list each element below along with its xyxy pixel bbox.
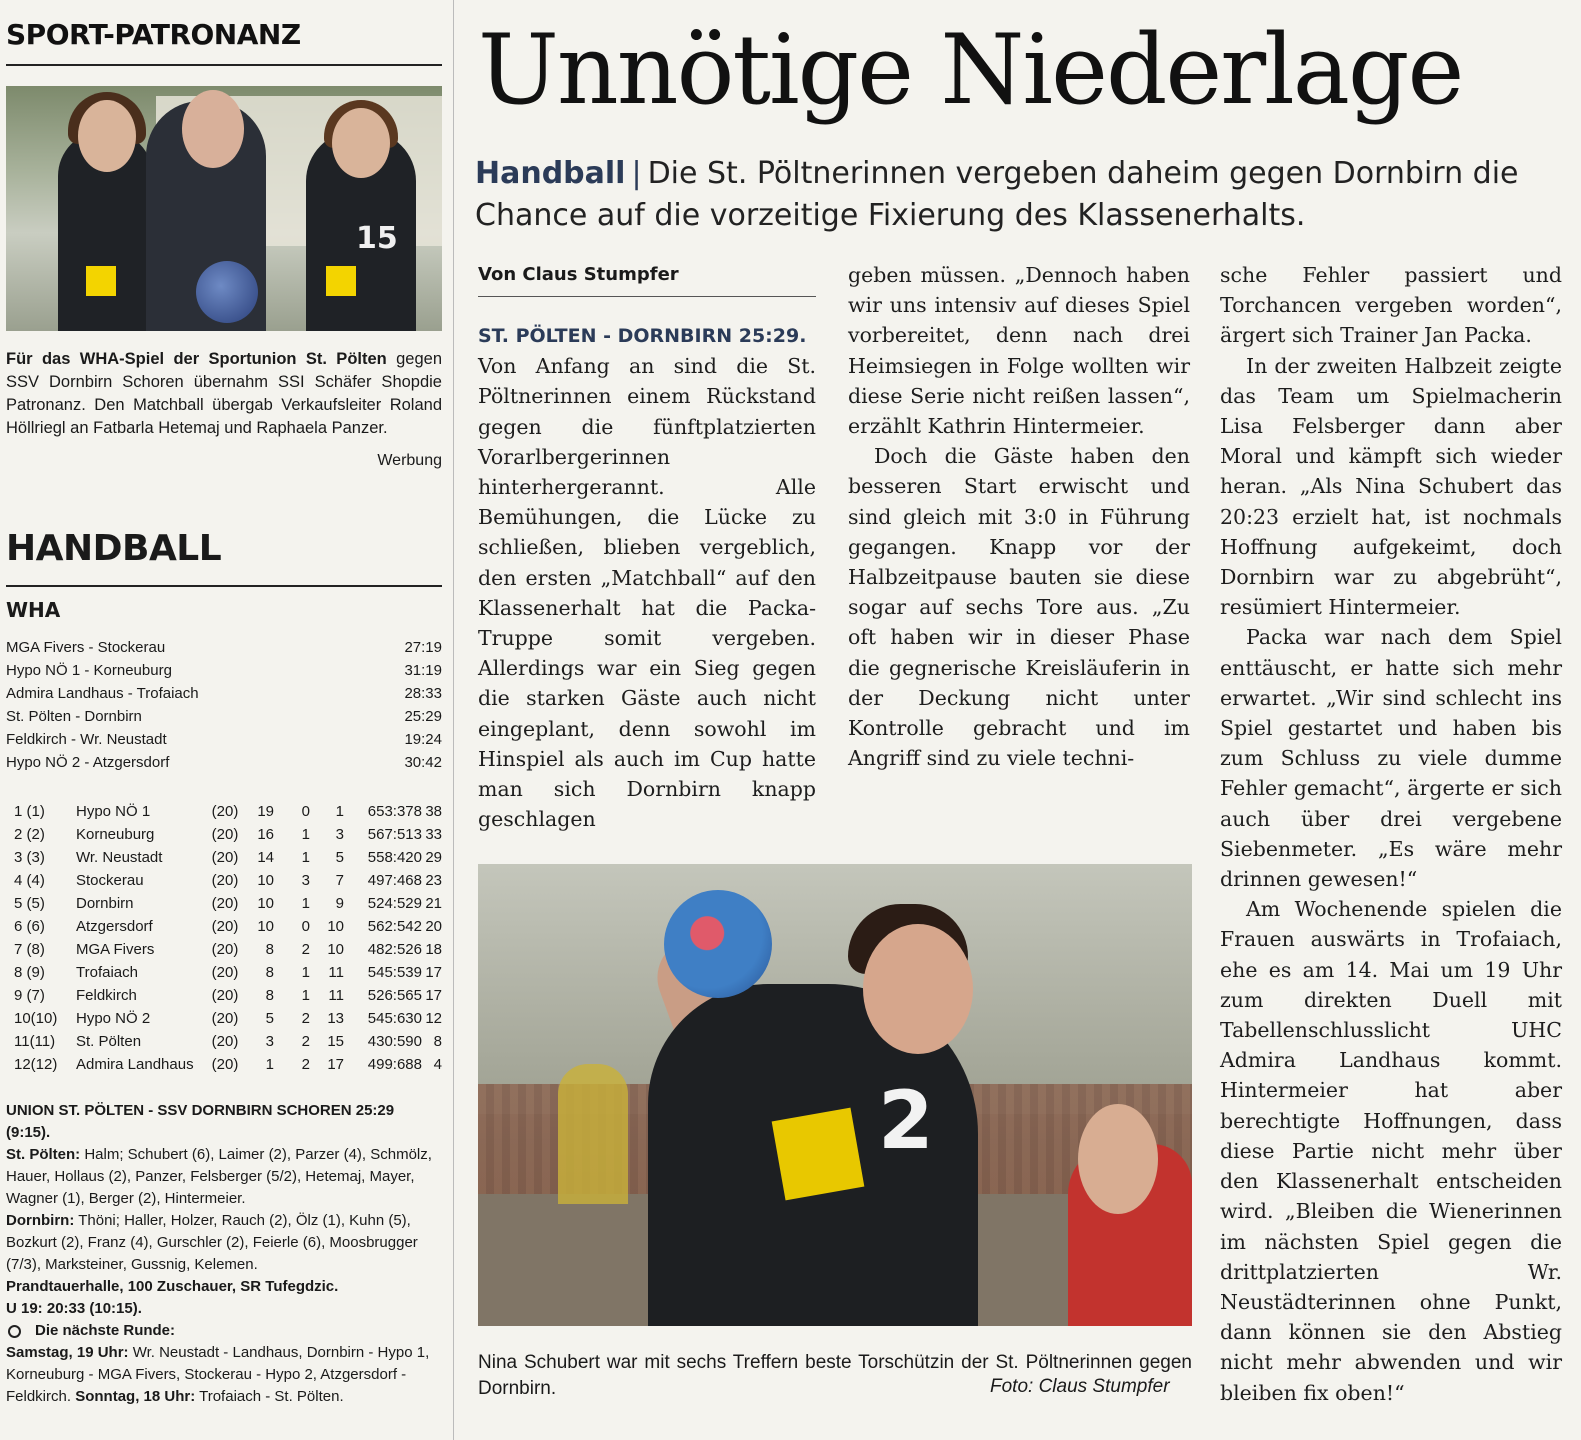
table-goals: 524:529 — [367, 895, 422, 912]
table-draws: 2 — [301, 941, 310, 958]
jersey-number: 2 — [878, 1074, 934, 1167]
table-team: St. Pölten — [76, 1033, 142, 1050]
day-label: Samstag, 19 Uhr: — [6, 1344, 129, 1361]
result-match: Hypo NÖ 1 - Korneuburg — [6, 662, 172, 679]
result-row — [6, 636, 442, 659]
table-points: 20 — [425, 918, 442, 935]
patronanz-photo — [6, 86, 442, 331]
table-points: 8 — [433, 1033, 442, 1050]
table-team: Wr. Neustadt — [76, 849, 163, 866]
table-team: Korneuburg — [76, 826, 155, 843]
table-rank: 10(10) — [14, 1010, 58, 1027]
league-name: WHA — [6, 598, 61, 622]
handball-divider — [6, 585, 442, 587]
table-team: Atzgersdorf — [76, 918, 153, 935]
table-row — [6, 1030, 442, 1053]
table-rank: 7 (8) — [14, 941, 45, 958]
table-wins: 14 — [257, 849, 274, 866]
result-match: Admira Landhaus - Trofaiach — [6, 685, 199, 702]
table-wins: 5 — [265, 1010, 274, 1027]
table-team: Trofaiach — [76, 964, 138, 981]
lineup-players: Thöni; Haller, Holzer, Rauch (2), Ölz (1), Kuhn (5), Bozkurt (2), Franz (4), Gurschler (2), Feierle (6), Moosbrugger (7/3), Marksteiner, Gussnig, Kelemen. — [6, 1212, 418, 1273]
table-rank: 6 (6) — [14, 918, 45, 935]
table-row — [6, 1007, 442, 1030]
result-score: 27:19 — [404, 639, 442, 656]
result-match: Feldkirch - Wr. Neustadt — [6, 731, 167, 748]
jersey-number: 15 — [356, 221, 398, 256]
table-goals: 497:468 — [367, 872, 422, 889]
table-draws: 1 — [301, 849, 310, 866]
table-wins: 10 — [257, 872, 274, 889]
table-team: Admira Landhaus — [76, 1056, 194, 1073]
table-row — [6, 915, 442, 938]
opponent-face — [1078, 1104, 1158, 1214]
result-match: St. Pölten - Dornbirn — [6, 708, 142, 725]
result-row — [6, 705, 442, 728]
face-right — [332, 108, 390, 178]
table-wins: 8 — [265, 964, 274, 981]
table-wins: 16 — [257, 826, 274, 843]
table-points: 18 — [425, 941, 442, 958]
table-wins: 10 — [257, 918, 274, 935]
standings-table — [6, 800, 442, 1076]
paragraph: sche Fehler passiert und Torchancen vergeben worden“, ärgert sich Trainer Jan Packa. — [1220, 263, 1562, 348]
table-goals: 653:378 — [367, 803, 422, 820]
table-wins: 10 — [257, 895, 274, 912]
face-left — [78, 100, 136, 172]
kicker-separator: | — [631, 156, 642, 191]
result-row — [6, 751, 442, 774]
venue: Prandtauerhalle, 100 Zuschauer, SR Tufegdzic. — [6, 1278, 339, 1295]
result-match: Hypo NÖ 2 - Atzgersdorf — [6, 754, 170, 771]
table-losses: 15 — [327, 1033, 344, 1050]
table-goals: 567:513 — [367, 826, 422, 843]
article-column-1 — [478, 320, 816, 834]
table-draws: 1 — [301, 964, 310, 981]
table-losses: 5 — [335, 849, 344, 866]
next-round-heading: Die nächste Runde: — [6, 1320, 442, 1342]
patronanz-caption — [6, 348, 442, 440]
werbung-label: Werbung — [377, 452, 442, 469]
heading-divider — [6, 64, 442, 66]
face-center — [182, 90, 244, 168]
table-row — [6, 961, 442, 984]
table-losses: 7 — [335, 872, 344, 889]
handball-ball — [196, 261, 258, 323]
bullet-icon — [8, 1325, 21, 1338]
result-row — [6, 728, 442, 751]
table-goals: 526:565 — [367, 987, 422, 1004]
table-points: 17 — [425, 987, 442, 1004]
table-team: Stockerau — [76, 872, 144, 889]
table-points: 29 — [425, 849, 442, 866]
sponsor-logo-right — [326, 266, 356, 296]
subhead-text: Die St. Pöltnerinnen vergeben daheim gegen Dornbirn die Chance auf die vorzeitige Fixierung des Klassenerhalts. — [475, 156, 1519, 233]
table-goals: 558:420 — [367, 849, 422, 866]
article-column-2 — [848, 260, 1190, 773]
result-row — [6, 682, 442, 705]
result-row — [6, 659, 442, 682]
table-row — [6, 823, 442, 846]
table-wins: 3 — [265, 1033, 274, 1050]
table-games: (20) — [211, 1056, 239, 1073]
match-header: UNION ST. PÖLTEN - SSV DORNBIRN SCHOREN 25:29 (9:15). — [6, 1102, 395, 1141]
table-games: (20) — [211, 803, 239, 820]
table-wins: 8 — [265, 941, 274, 958]
table-games: (20) — [211, 1010, 239, 1027]
table-games: (20) — [211, 987, 239, 1004]
result-score: 25:29 — [404, 708, 442, 725]
results-list — [6, 636, 442, 774]
table-row — [6, 938, 442, 961]
table-points: 33 — [425, 826, 442, 843]
result-score: 30:42 — [404, 754, 442, 771]
table-points: 17 — [425, 964, 442, 981]
column-separator — [453, 0, 454, 1440]
table-rank: 3 (3) — [14, 849, 45, 866]
table-points: 23 — [425, 872, 442, 889]
fixtures: Wr. Neustadt - Landhaus, Dornbirn - Hypo 1, Korneuburg - MGA Fivers, Stockerau - Hypo 2, Atzgersdorf - Feldkirch. — [6, 1344, 430, 1405]
table-games: (20) — [211, 849, 239, 866]
next-round-fixtures — [6, 1342, 442, 1408]
table-games: (20) — [211, 941, 239, 958]
paragraph: Am Wochenende spielen die Frauen auswärts in Trofaiach, ehe es am 14. Mai um 19 Uhr zum direkten Duell mit Tabellenschlusslicht UHC Admira Landhaus kommt. Hintermeier hat aber berechtigte Hoffnungen, dass diese Partie nicht mehr über den Klassenerhalt entscheiden wird. „Bleiben die Wienerinnen im nächsten Spiel gegen die drittplatzierten Wr. Neustädterinnen ohne Punkt, dann können sie den Abstieg nicht mehr abwenden und wir bleiben fix oben!“ — [1220, 897, 1562, 1405]
u19-result: U 19: 20:33 (10:15). — [6, 1300, 142, 1317]
table-goals: 430:590 — [367, 1033, 422, 1050]
table-row — [6, 800, 442, 823]
table-losses: 11 — [328, 964, 344, 981]
table-losses: 1 — [335, 803, 344, 820]
table-goals: 545:539 — [367, 964, 422, 981]
result-score: 31:19 — [404, 662, 442, 679]
next-round-box — [6, 1320, 442, 1408]
table-losses: 3 — [335, 826, 344, 843]
table-rank: 12(12) — [14, 1056, 58, 1073]
photo-credit: Foto: Claus Stumpfer — [990, 1376, 1170, 1397]
table-losses: 9 — [335, 895, 344, 912]
article-subhead — [475, 153, 1565, 237]
table-games: (20) — [211, 964, 239, 981]
dateline: ST. PÖLTEN - DORNBIRN 25:29. — [478, 325, 807, 347]
lineup-dornbirn — [6, 1210, 442, 1276]
table-rank: 9 (7) — [14, 987, 45, 1004]
table-wins: 8 — [265, 987, 274, 1004]
paragraph: Doch die Gäste haben den besseren Start erwischt und sind gleich mit 3:0 in Führung gegangen. Knapp vor der Halbzeitpause bauten sie diese sogar auf sechs Tore aus. „Zu oft haben wir in dieser Phase die gegnerische Kreisläuferin in der Deckung nicht unter Kontrolle gebracht und im Angriff sind zu viele techni- — [848, 444, 1190, 771]
table-draws: 2 — [301, 1033, 310, 1050]
table-rank: 4 (4) — [14, 872, 45, 889]
paragraph: In der zweiten Halbzeit zeigte das Team um Spielmacherin Lisa Felsberger dann aber Moral und kämpft sich wieder heran. „Als Nina Schubert das 20:23 erzielt hat, ist nochmals Hoffnung aufgekeimt, doch Dornbirn war zu abgebrüht“, resümiert Hintermeier. — [1220, 353, 1562, 620]
result-match: MGA Fivers - Stockerau — [6, 639, 166, 656]
table-losses: 13 — [327, 1010, 344, 1027]
handball-heading: HANDBALL — [6, 528, 222, 569]
table-games: (20) — [211, 826, 239, 843]
table-row — [6, 892, 442, 915]
table-games: (20) — [211, 918, 239, 935]
table-games: (20) — [211, 872, 239, 889]
table-team: Dornbirn — [76, 895, 134, 912]
player-face — [863, 924, 973, 1054]
table-rank: 5 (5) — [14, 895, 45, 912]
table-draws: 1 — [301, 826, 310, 843]
lineup-label: St. Pölten: — [6, 1146, 81, 1163]
table-losses: 10 — [327, 941, 344, 958]
day-label: Sonntag, 18 Uhr: — [75, 1388, 196, 1405]
fixtures: Trofaiach - St. Pölten. — [195, 1388, 344, 1405]
article-headline: Unnötige Niederlage — [478, 14, 1463, 126]
paragraph: Von Anfang an sind die St. Pöltnerinnen einem Rückstand gegen die fünftplatzierten Vorarlbergerinnen hinterhergerannt. Alle Bemühungen, die Lücke zu schließen, blieben vergeblich, den ersten „Matchball“ auf den Klassenerhalt hat die Packa-Truppe somit vergeben. Allerdings war ein Sieg gegen die starken Gäste auch nicht eingeplant, denn sowohl im Hinspiel als auch im Cup hatte man sich Dornbirn knapp geschlagen — [478, 354, 816, 832]
table-draws: 2 — [301, 1056, 310, 1073]
table-row — [6, 984, 442, 1007]
sport-patronanz-heading: SPORT-PATRONANZ — [6, 18, 301, 51]
table-games: (20) — [211, 895, 239, 912]
table-row — [6, 1053, 442, 1076]
table-draws: 0 — [301, 918, 310, 935]
table-rank: 1 (1) — [14, 803, 45, 820]
table-rank: 8 (9) — [14, 964, 45, 981]
table-row — [6, 846, 442, 869]
sponsor-logo-left — [86, 266, 116, 296]
lineup-st-poelten — [6, 1144, 442, 1210]
table-team: Hypo NÖ 1 — [76, 803, 151, 820]
result-score: 19:24 — [404, 731, 442, 748]
lineup-label: Dornbirn: — [6, 1212, 75, 1229]
table-points: 21 — [425, 895, 442, 912]
table-draws: 3 — [301, 872, 310, 889]
paragraph: Packa war nach dem Spiel enttäuscht, er hatte sich mehr erwartet. „Wir sind schlecht ins Spiel gestartet und haben bis zum Schluss zu viele dumme Fehler gemacht“, ärgerte er sich auch über drei vergebene Siebenmeter. „Es wäre mehr drinnen gewesen!“ — [1220, 625, 1562, 892]
kicker: Handball — [475, 156, 626, 191]
table-goals: 545:630 — [367, 1010, 422, 1027]
table-games: (20) — [211, 1033, 239, 1050]
handball-ball — [664, 890, 772, 998]
caption-text: gegen SSV Dornbirn Schoren übernahm SSI Schäfer Shopdie Patronanz. Den Matchball übergab Verkaufsleiter Roland Höllriegl an Fatbarla Hetemaj und Raphaela Panzer. — [6, 350, 442, 437]
table-team: Hypo NÖ 2 — [76, 1010, 151, 1027]
match-action-photo — [478, 864, 1192, 1326]
table-losses: 17 — [327, 1056, 344, 1073]
table-draws: 1 — [301, 895, 310, 912]
table-draws: 1 — [301, 987, 310, 1004]
table-losses: 10 — [327, 918, 344, 935]
result-score: 28:33 — [404, 685, 442, 702]
table-goals: 482:526 — [367, 941, 422, 958]
table-losses: 11 — [328, 987, 344, 1004]
table-points: 12 — [425, 1010, 442, 1027]
table-row — [6, 869, 442, 892]
sponsor-logo — [772, 1108, 865, 1201]
table-wins: 1 — [265, 1056, 274, 1073]
table-goals: 499:688 — [367, 1056, 422, 1073]
photo-caption: Nina Schubert war mit sechs Treffern beste Torschützin der St. Pöltnerinnen gegen Dornbirn. — [478, 1352, 1192, 1399]
table-team: Feldkirch — [76, 987, 137, 1004]
match-report-box — [6, 1100, 442, 1320]
table-draws: 2 — [301, 1010, 310, 1027]
table-points: 4 — [433, 1056, 442, 1073]
lineup-players: Halm; Schubert (6), Laimer (2), Parzer (4), Schmölz, Hauer, Hollaus (2), Panzer, Felsberger (5/2), Hetemaj, Mayer, Wagner (1), Berger (2), Hintermeier. — [6, 1146, 432, 1207]
table-rank: 2 (2) — [14, 826, 45, 843]
table-rank: 11(11) — [14, 1033, 56, 1050]
article-column-3 — [1220, 260, 1562, 1408]
table-draws: 0 — [301, 803, 310, 820]
table-team: MGA Fivers — [76, 941, 155, 958]
paragraph: geben müssen. „Dennoch haben wir uns intensiv auf dieses Spiel vorbereitet, denn nach drei Heimsiegen in Folge wollten wir diese Serie nicht reißen lassen“, erzählt Kathrin Hintermeier. — [848, 263, 1190, 439]
caption-lead: Für das WHA-Spiel der Sportunion St. Pölten — [6, 350, 387, 368]
byline-divider — [478, 296, 816, 297]
table-wins: 19 — [257, 803, 274, 820]
table-points: 38 — [425, 803, 442, 820]
table-goals: 562:542 — [367, 918, 422, 935]
background-player — [558, 1064, 628, 1204]
byline: Von Claus Stumpfer — [478, 264, 679, 285]
